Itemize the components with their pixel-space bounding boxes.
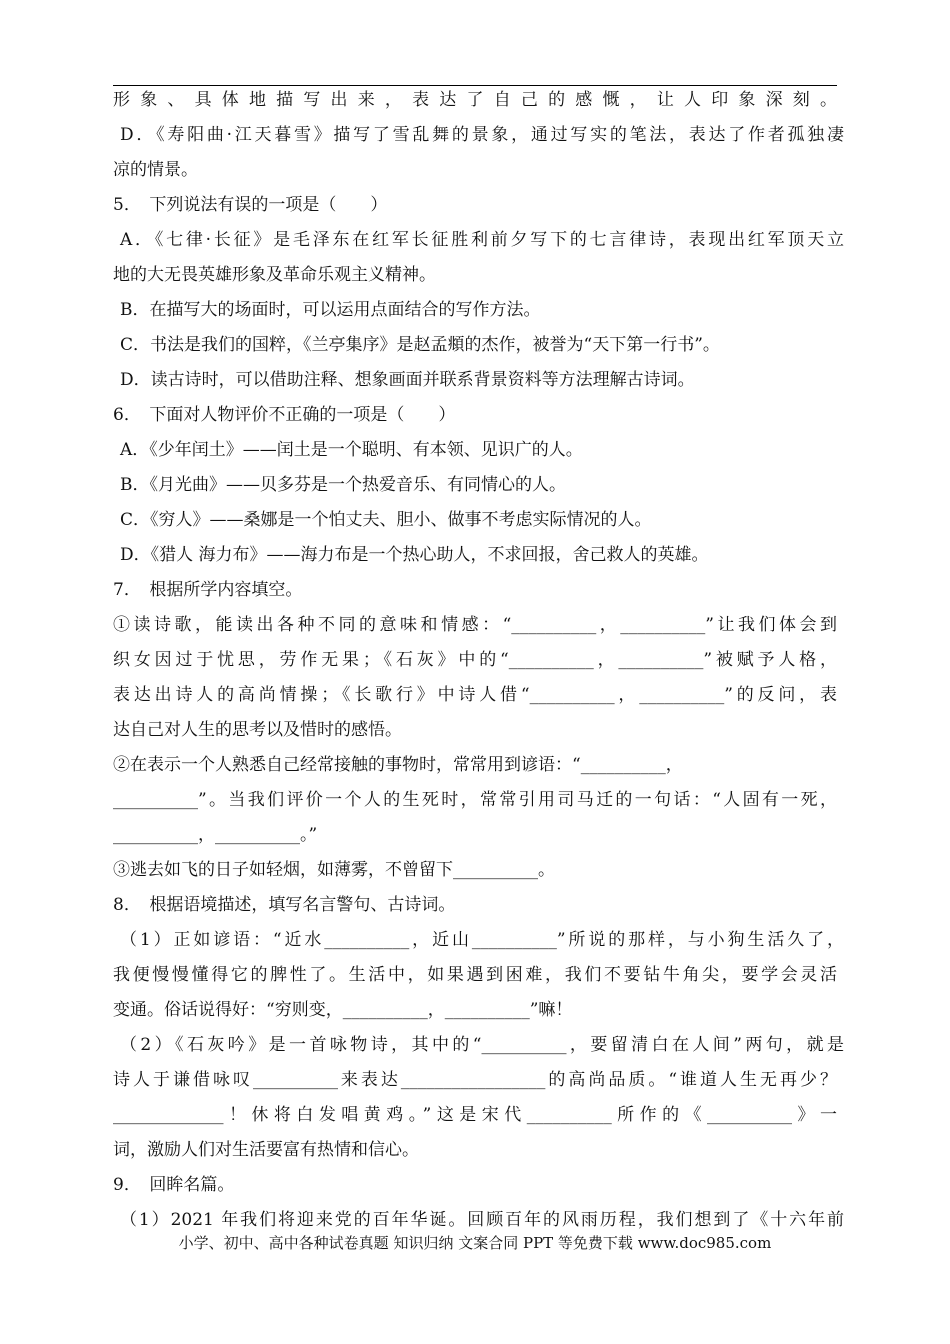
q5-option-d: D．读古诗时，可以借助注释、想象画面并联系背景资料等方法理解古诗词。 <box>120 370 695 390</box>
q6-option-b: B．《月光曲》——贝多芬是一个热爱音乐、有同情心的人。 <box>120 475 566 495</box>
q5-option-a: A．《七律·长征》是毛泽东在红军长征胜利前夕写下的七言律诗，表现出红军顶天立 <box>120 230 844 250</box>
question-5: 5． 下列说法有误的一项是（ ） <box>113 195 388 215</box>
q8-part-1: （1）正如谚语：“近水__________，近山__________”所说的那样，与小狗生活久了， <box>120 930 844 950</box>
text-line: 凉的情景。 <box>113 160 198 180</box>
question-6: 6． 下面对人物评价不正确的一项是（ ） <box>113 405 456 425</box>
text-line: _____________！休将白发唱黄鸡。”这是宋代__________所作的《__________》一 <box>113 1105 837 1125</box>
q8-part-2: （2）《石灰吟》是一首咏物诗，其中的“__________，要留清白在人间”两句，就是 <box>120 1035 844 1055</box>
text-line: __________”。当我们评价一个人的生死时，常常引用司马迁的一句话：“人固有一死， <box>113 790 837 810</box>
q6-option-c: C．《穷人》——桑娜是一个怕丈夫、胆小、做事不考虑实际情况的人。 <box>120 510 652 530</box>
q5-option-b: B．在描写大的场面时，可以运用点面结合的写作方法。 <box>120 300 541 320</box>
q6-option-d: D．《猎人 海力布》——海力布是一个热心助人，不求回报，舍己救人的英雄。 <box>120 545 709 565</box>
text-line: 我便慢慢懂得它的脾性了。生活中，如果遇到困难，我们不要钻牛角尖，要学会灵活 <box>113 965 837 985</box>
text-line: 形象、具体地描写出来，表达了自己的感慨，让人印象深刻。 <box>113 90 837 110</box>
text-line: 达自己对人生的思考以及惜时的感悟。 <box>113 720 402 740</box>
text-line: 地的大无畏英雄形象及革命乐观主义精神。 <box>113 265 436 285</box>
page-footer: 小学、初中、高中各种试卷真题 知识归纳 文案合同 PPT 等免费下载 www.doc985.com <box>178 1234 772 1252</box>
text-line: 词，激励人们对生活要富有热情和信心。 <box>113 1140 419 1160</box>
text-line: 变通。俗话说得好：“穷则变，__________，__________”嘛！ <box>113 1000 573 1020</box>
question-9: 9． 回眸名篇。 <box>113 1175 235 1195</box>
text-line: 织女因过于忧思，劳作无果；《石灰》中的“__________，__________”被赋予人格， <box>113 650 837 670</box>
q7-part-1: ①读诗歌，能读出各种不同的意味和情感：“__________，__________”让我们体会到 <box>113 615 837 635</box>
question-7: 7． 根据所学内容填空。 <box>113 580 303 600</box>
header-rule <box>113 85 837 86</box>
q9-part-1: （1）2021 年我们将迎来党的百年华诞。回顾百年的风雨历程，我们想到了《十六年前 <box>120 1210 844 1230</box>
question-8: 8． 根据语境描述，填写名言警句、古诗词。 <box>113 895 456 915</box>
q5-option-c: C．书法是我们的国粹，《兰亭集序》是赵孟頫的杰作，被誉为“天下第一行书”。 <box>120 335 720 355</box>
text-line: __________，__________。” <box>113 825 318 845</box>
q6-option-a: A．《少年闰土》——闰土是一个聪明、有本领、见识广的人。 <box>120 440 583 460</box>
text-line: 诗人于谦借咏叹__________来表达_________________的高尚品质。“谁道人生无再少？ <box>113 1070 837 1090</box>
q7-part-3: ③逃去如飞的日子如轻烟，如薄雾，不曾留下__________。 <box>113 860 555 880</box>
q7-part-2: ②在表示一个人熟悉自己经常接触的事物时，常常用到谚语：“__________， <box>113 755 683 775</box>
text-line: 表达出诗人的高尚情操；《长歌行》中诗人借“__________，__________”的反问，表 <box>113 685 837 705</box>
option-d-line: D．《寿阳曲·江天暮雪》描写了雪乱舞的景象，通过写实的笔法，表达了作者孤独凄 <box>120 125 844 145</box>
